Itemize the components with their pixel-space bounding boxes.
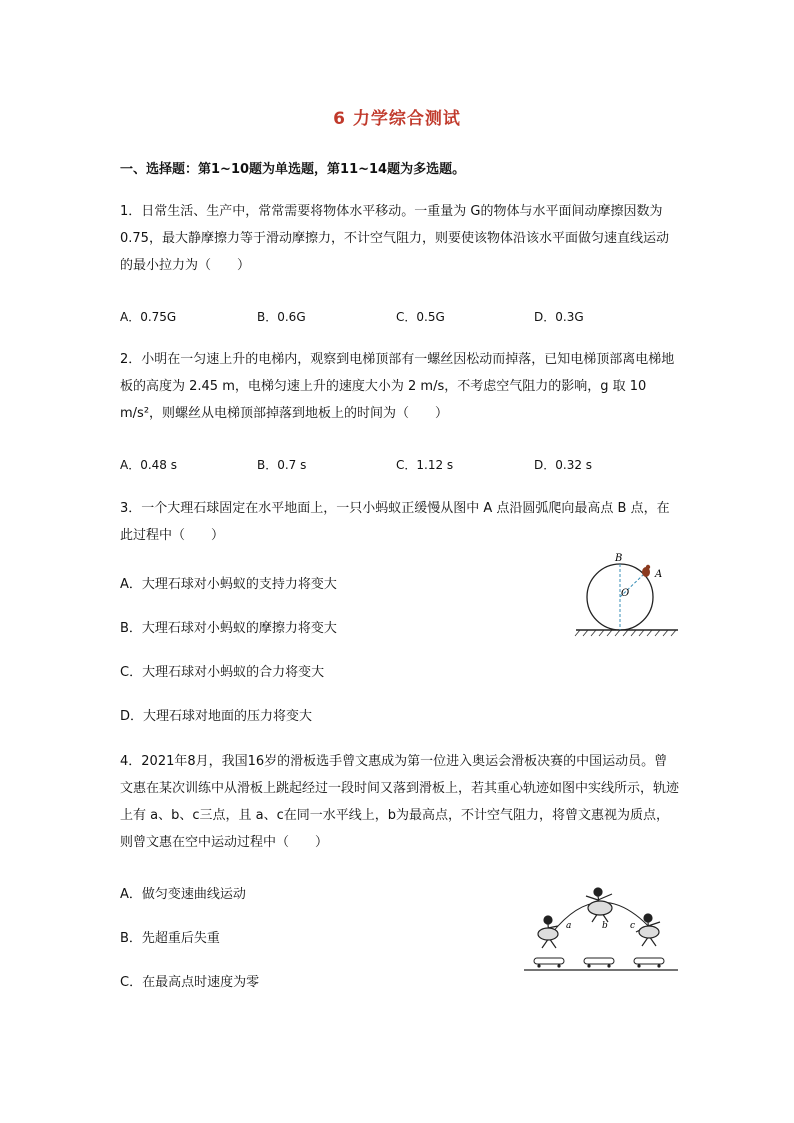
question-3-option-d: D．大理石球对地面的压力将变大 — [120, 709, 313, 724]
question-4-option-b: B．先超重后失重 — [120, 931, 220, 946]
option-c: C．1.12 s — [396, 458, 454, 472]
question-3-stem: 3．一个大理石球固定在水平地面上，一只小蚂蚁正缓慢从图中 A 点沿圆弧爬向最高点 B 点，在此过程中（ ） — [120, 501, 670, 543]
page-title: 6 力学综合测试 — [333, 109, 461, 129]
section-heading: 一、选择题：第1~10题为单选题，第11~14题为多选题。 — [120, 162, 466, 177]
option-a: A．0.75G — [120, 310, 177, 324]
label-a: A — [655, 569, 663, 580]
label-a: a — [566, 921, 572, 931]
label-b: b — [602, 921, 608, 931]
question-1-stem: 1．日常生活、生产中，常常需要将物体水平移动。一重量为 G的物体与水平面间动摩擦因数为 0.75，最大静摩擦力等于滑动摩擦力，不计空气阻力，则要使该物体沿该水平面做匀速直线运动的最小拉力为（ ） — [120, 204, 669, 273]
question-4-option-c: C．在最高点时速度为零 — [120, 975, 260, 990]
question-3-option-c: C．大理石球对小蚂蚁的合力将变大 — [120, 665, 325, 680]
label-c: c — [630, 921, 636, 931]
option-b: B．0.7 s — [257, 458, 307, 472]
label-o: O — [621, 588, 630, 599]
question-4-stem: 4．2021年8月，我国16岁的滑板选手曾文惠成为第一位进入奥运会滑板决赛的中国运动员。曾文惠在某次训练中从滑板上跳起经过一段时间又落到滑板上，若其重心轨迹如图中实线所示，轨迹上有 a、b、c三点，且 a、c在同一水平线上，b为最高点，不计空气阻力，将曾文惠视为质点，则曾文惠在空中运动过程中（ ） — [120, 754, 680, 850]
question-3-option-b: B．大理石球对小蚂蚁的摩擦力将变大 — [120, 621, 337, 636]
question-2-stem: 2．小明在一匀速上升的电梯内，观察到电梯顶部有一螺丝因松动而掉落，已知电梯顶部离电梯地板的高度为 2.45 m，电梯匀速上升的速度大小为 2 m/s，不考虑空气阻力的影响，g 取 10 m/s²，则螺丝从电梯顶部掉落到地板上的时间为（ ） — [120, 352, 675, 421]
option-b: B．0.6G — [257, 310, 306, 324]
marble-ball-figure — [572, 550, 682, 640]
question-3-option-a: A．大理石球对小蚂蚁的支持力将变大 — [120, 577, 337, 592]
option-d: D．0.32 s — [534, 458, 593, 472]
question-4-option-a: A．做匀变速曲线运动 — [120, 887, 246, 902]
option-a: A．0.48 s — [120, 458, 177, 472]
option-c: C．0.5G — [396, 310, 445, 324]
option-d: D．0.3G — [534, 310, 584, 324]
skateboard-figure — [522, 878, 680, 976]
label-b: B — [615, 553, 623, 564]
